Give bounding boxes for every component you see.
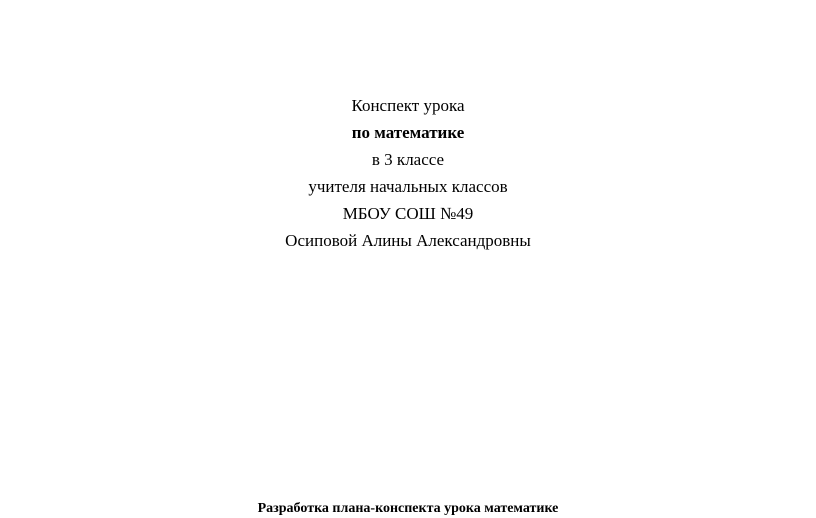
title-line-teacher-role: учителя начальных классов (308, 177, 508, 196)
title-line-school: МБОУ СОШ №49 (342, 204, 474, 223)
title-line-subject: по математике (351, 123, 465, 142)
title-line-grade: в 3 классе (371, 150, 445, 169)
title-line-teacher-name: Осиповой Алины Александровны (285, 231, 531, 250)
section-heading: Разработка плана-конспекта урока математике (257, 501, 559, 516)
title-line-lesson-summary: Конспект урока (351, 96, 465, 115)
title-block (0, 92, 816, 254)
